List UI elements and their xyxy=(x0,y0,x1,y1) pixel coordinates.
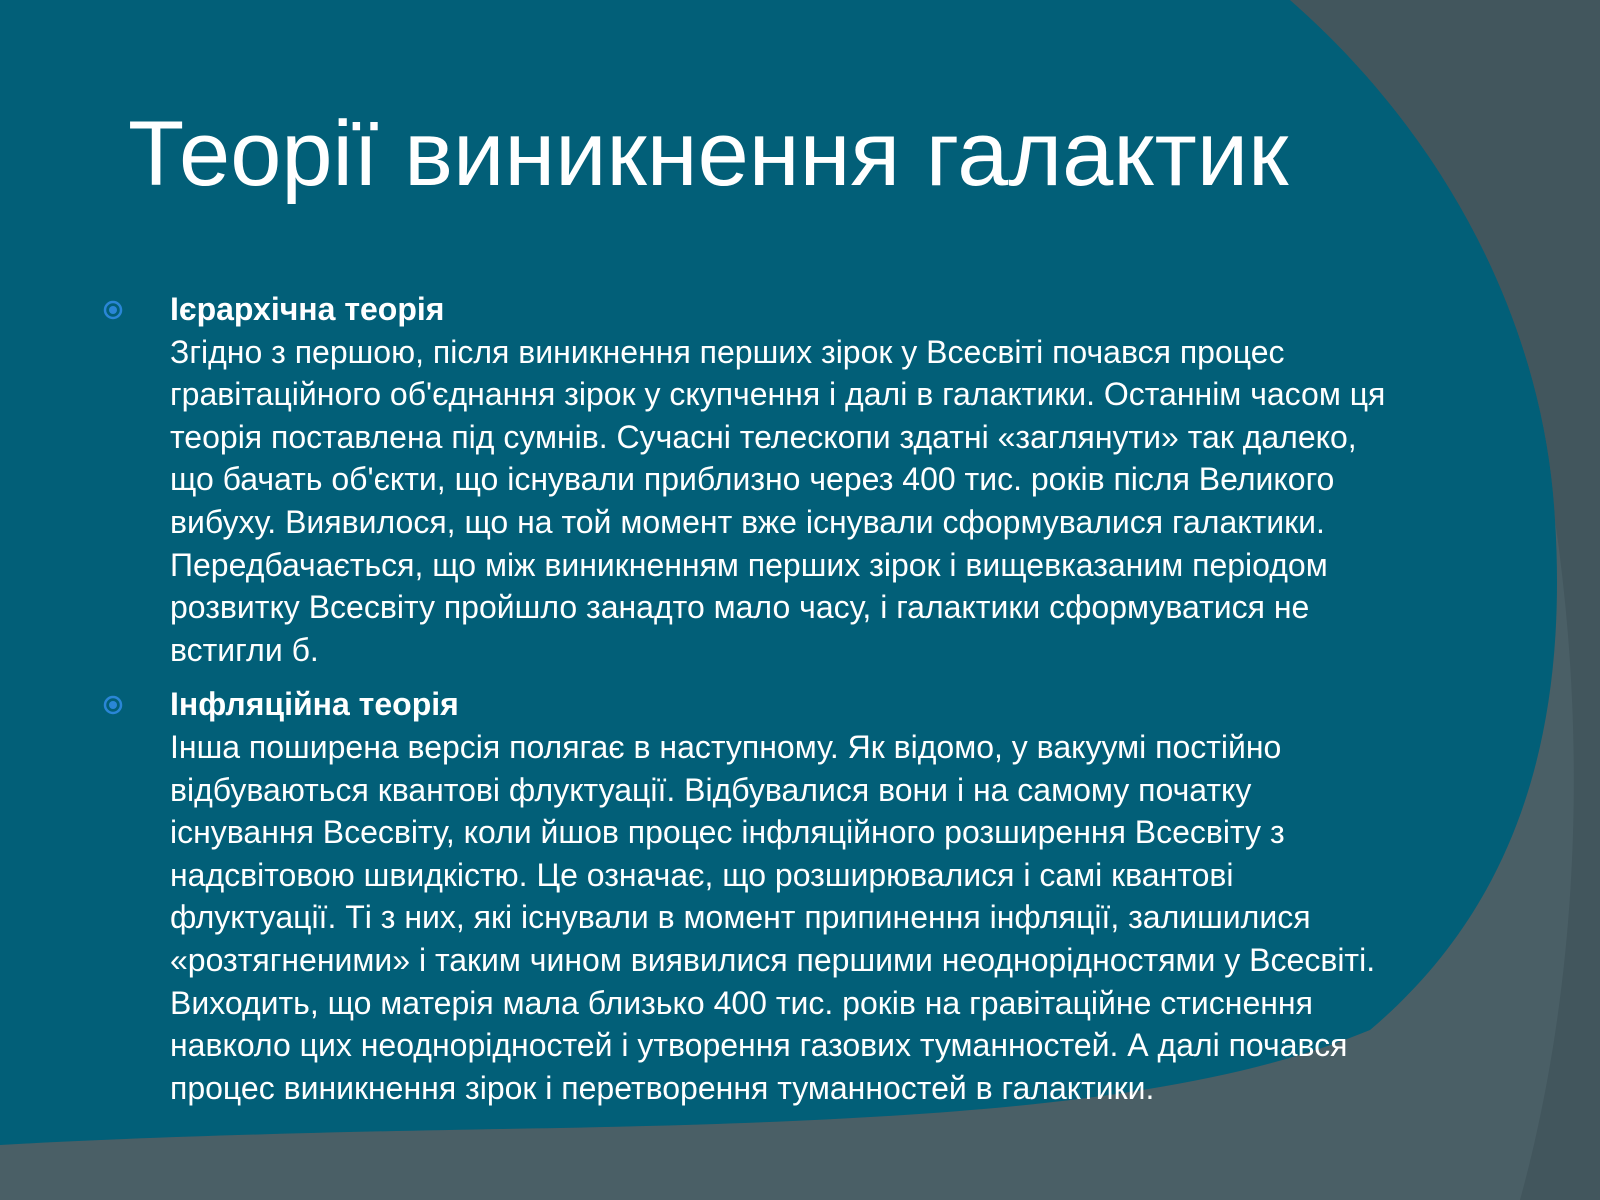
bullet-list xyxy=(0,288,1600,1121)
bullet-inflation-theory xyxy=(0,683,1600,1109)
bullet-text: Інша поширена версія полягає в наступному. Як відомо, у вакуумі постійно відбуваються квантові флуктуації. Відбувалися вони і на самому початку існування Всесвіту, коли йшов процес інфляційного розширення Всесвіту з надсвітовою швидкістю. Це означає, що розширювалися і самі квантові флуктуації. Ті з них, які існували в момент припинення інфляції, залишилися «розтягненими» і таким чином виявилися першими неоднорідностями у Всесвіті. Виходить, що матерія мала близько 400 тис. років на гравітаційне стиснення навколо цих неоднорідностей і утворення газових туманностей. А далі почався процес виникнення зірок і перетворення туманностей в галактики. xyxy=(170,728,1376,1106)
bullet-text: Згідно з першою, після виникнення перших зірок у Всесвіті почався процес гравітаційного об'єднання зірок у скупчення і далі в галактики. Останнім часом ця теорія поставлена під сумнів. Сучасні телескопи здатні «заглянути» так далеко, що бачать об'єкти, що існували приблизно через 400 тис. років після Великого вибуху. Виявилося, що на той момент вже існували сформувалися галактики. Передбачається, що між виникненням перших зірок і вищевказаним періодом розвитку Всесвіту пройшло занадто мало часу, і галактики сформуватися не встигли б. xyxy=(170,333,1386,668)
slide-title: Теорії виникнення галактик xyxy=(128,103,1289,205)
circle-dot-bullet-icon xyxy=(103,300,123,320)
bullet-heading: Ієрархічна теорія xyxy=(170,291,445,327)
bullet-hierarchical-theory xyxy=(0,288,1600,671)
bullet-heading: Інфляційна теорія xyxy=(170,686,459,723)
circle-dot-bullet-icon xyxy=(103,695,123,715)
